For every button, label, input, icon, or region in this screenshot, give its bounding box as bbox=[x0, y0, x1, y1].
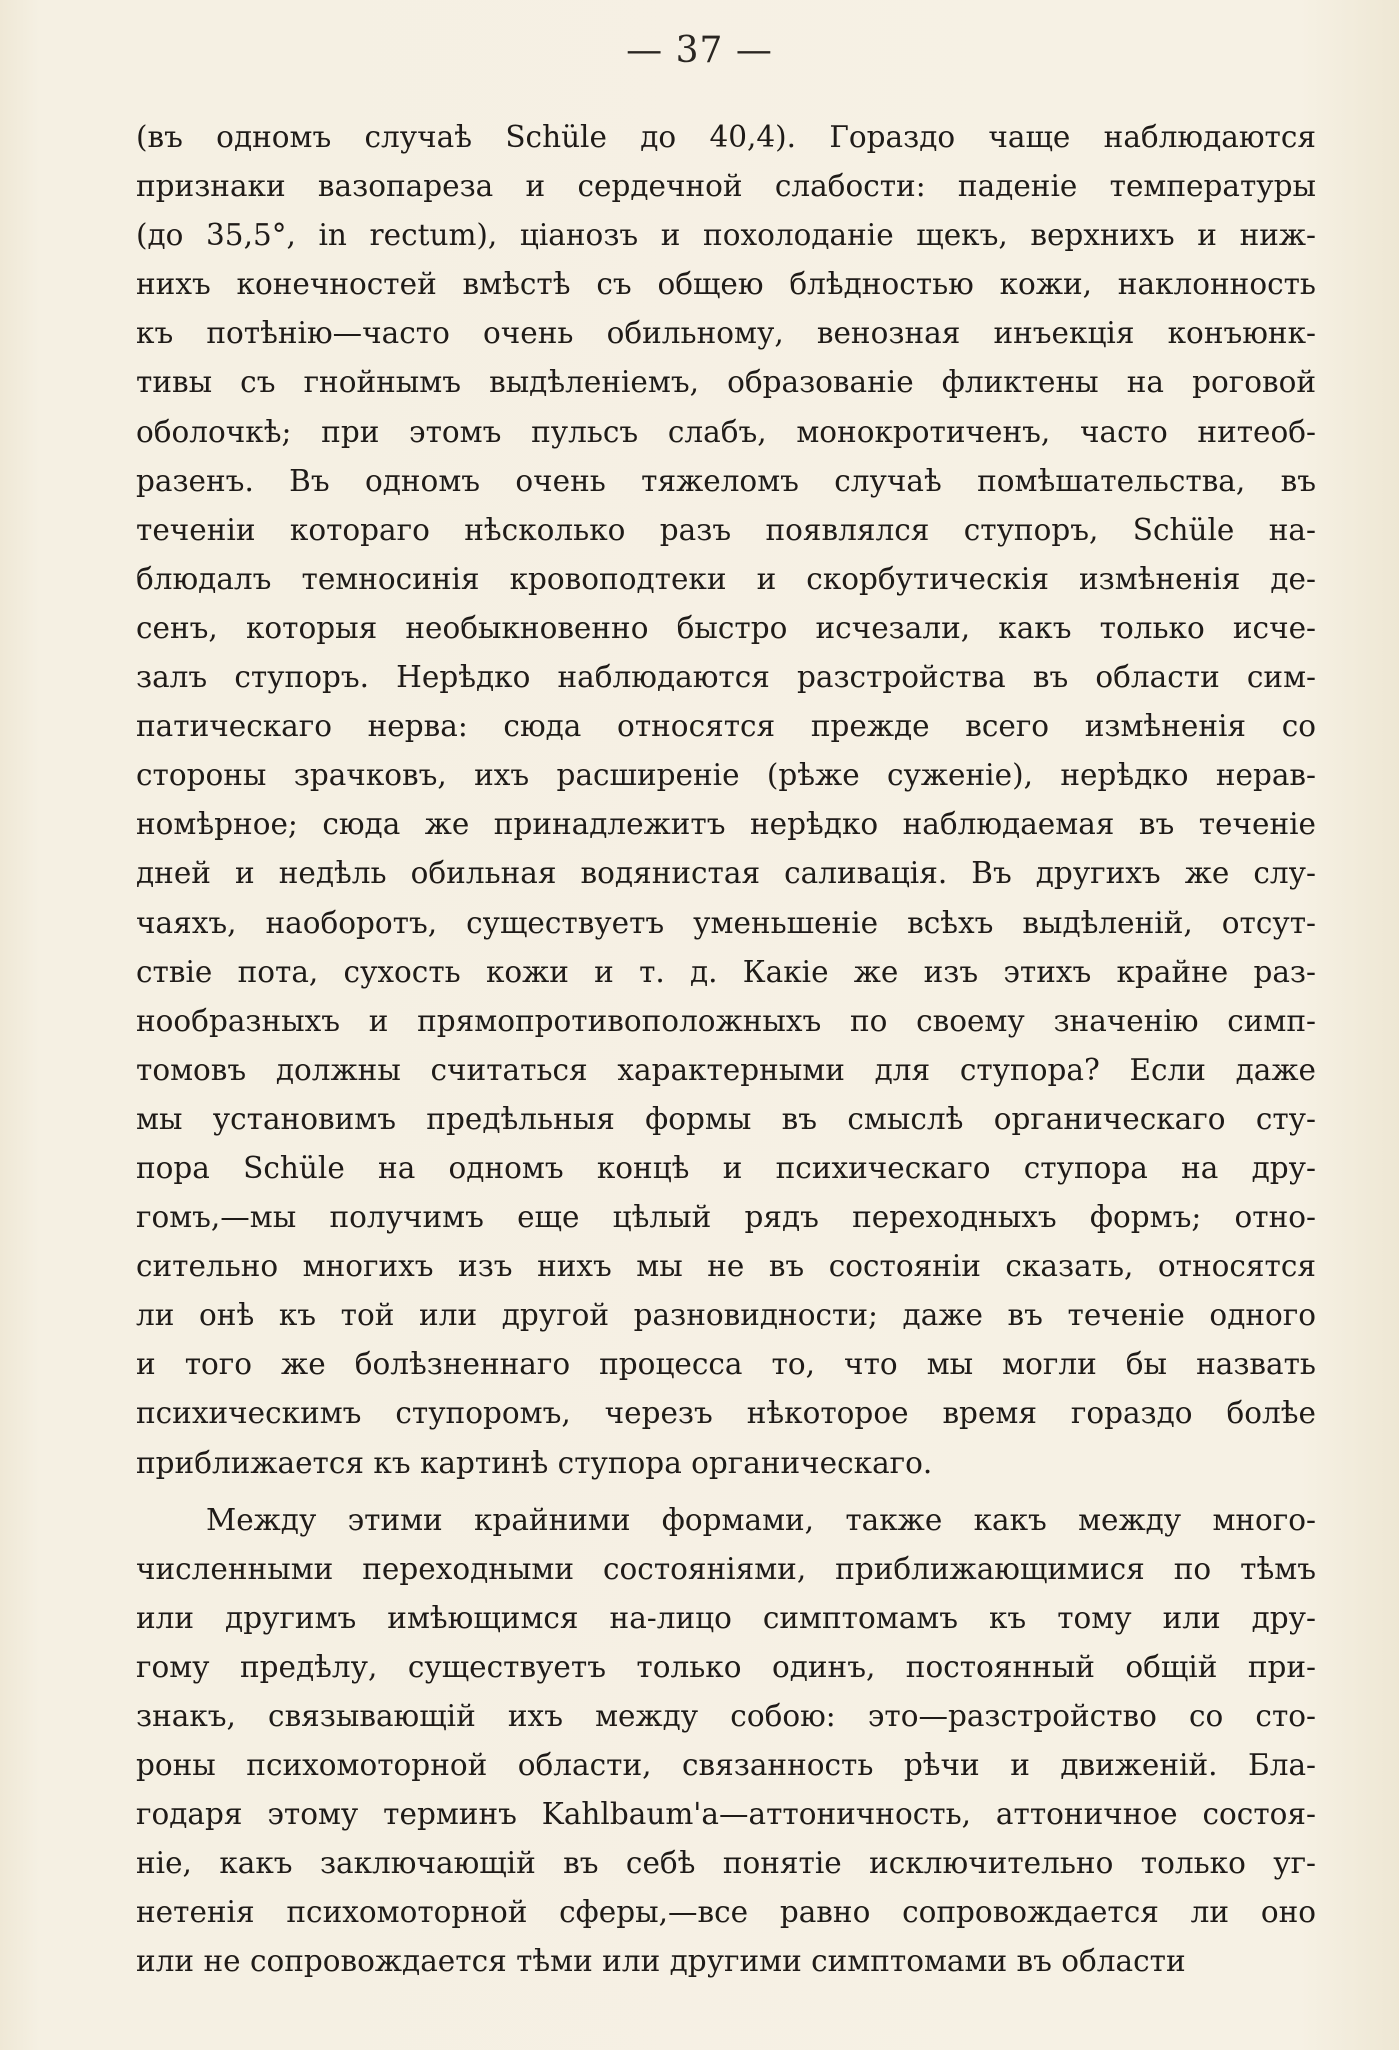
text-line: тивы съ гнойнымъ выдѣленіемъ, образованіе фликтены на роговой bbox=[136, 365, 1316, 400]
text-line: мы установимъ предѣльныя формы въ смыслѣ органическаго сту- bbox=[136, 1101, 1316, 1136]
text-line: нетенія психомоторной сферы,—все равно сопровождается ли оно bbox=[136, 1895, 1316, 1930]
text-line: дней и недѣль обильная водянистая саливація. Въ другихъ же слу- bbox=[136, 856, 1316, 891]
text-line: томовъ должны считаться характерными для ступора? Если даже bbox=[136, 1052, 1316, 1087]
text-line: психическимъ ступоромъ, черезъ нѣкоторое время гораздо болѣе bbox=[136, 1396, 1316, 1431]
text-line: ствіе пота, сухость кожи и т. д. Какіе же изъ этихъ крайне раз- bbox=[136, 954, 1316, 989]
text-line: патическаго нерва: сюда относятся прежде всего измѣненія со bbox=[136, 709, 1316, 744]
text-line: годаря этому терминъ Kahlbaum'а—аттоничность, аттоничное состоя- bbox=[136, 1797, 1316, 1832]
text-line: теченіи котораго нѣсколько разъ появлялся ступоръ, Schüle на- bbox=[136, 512, 1316, 547]
text-line: или другимъ имѣющимся на-лицо симптомамъ къ тому или дру- bbox=[136, 1600, 1316, 1635]
text-line: блюдалъ темносинія кровоподтеки и скорбутическія измѣненія де- bbox=[136, 561, 1316, 596]
text-line: (въ одномъ случаѣ Schüle до 40,4). Гораздо чаще наблюдаются bbox=[136, 120, 1316, 154]
text-line: ніе, какъ заключающій въ себѣ понятіе исключительно только уг- bbox=[136, 1846, 1316, 1881]
text-line: приближается къ картинѣ ступора органическаго. bbox=[136, 1445, 933, 1480]
text-line: разенъ. Въ одномъ очень тяжеломъ случаѣ помѣшательства, въ bbox=[136, 463, 1316, 498]
page-number: — 37 — bbox=[626, 30, 773, 71]
text-line: стороны зрачковъ, ихъ расширеніе (рѣже суженіе), нерѣдко нерав- bbox=[136, 758, 1316, 793]
text-line: Между этими крайними формами, также какъ между много- bbox=[206, 1502, 1316, 1537]
paragraph-gap bbox=[136, 1488, 1316, 1496]
text-line: гомъ,—мы получимъ еще цѣлый рядъ переходныхъ формъ; отно- bbox=[136, 1200, 1316, 1235]
text-line: пора Schüle на одномъ концѣ и психическаго ступора на дру- bbox=[136, 1150, 1316, 1185]
text-line: къ потѣнію—часто очень обильному, венозная инъекція конъюнк- bbox=[136, 316, 1316, 351]
text-line: (до 35,5°, in rectum), ціанозъ и похолоданіе щекъ, верхнихъ и ниж- bbox=[136, 218, 1316, 253]
body-text bbox=[136, 113, 1316, 1987]
text-line: залъ ступоръ. Нерѣдко наблюдаются разстройства въ области сим- bbox=[136, 660, 1316, 695]
text-line: оболочкѣ; при этомъ пульсъ слабъ, монокротиченъ, часто нитеоб- bbox=[136, 414, 1316, 449]
text-line: или не сопровождается тѣми или другими симптомами въ области bbox=[136, 1944, 1186, 1979]
text-line: нообразныхъ и прямопротивоположныхъ по своему значенію симп- bbox=[136, 1003, 1316, 1038]
text-line: сенъ, которыя необыкновенно быстро исчезали, какъ только исче- bbox=[136, 610, 1316, 645]
text-line: и того же болѣзненнаго процесса то, что мы могли бы назвать bbox=[136, 1347, 1316, 1382]
text-line: номѣрное; сюда же принадлежитъ нерѣдко наблюдаемая въ теченіе bbox=[136, 807, 1316, 842]
text-line: гому предѣлу, существуетъ только одинъ, постоянный общій при- bbox=[136, 1649, 1316, 1684]
text-line: признаки вазопареза и сердечной слабости: паденіе температуры bbox=[136, 169, 1316, 204]
paragraph-2 bbox=[136, 1496, 1316, 1987]
text-line: ли онѣ къ той или другой разновидности; даже въ теченіе одного bbox=[136, 1298, 1316, 1333]
text-line: чаяхъ, наоборотъ, существуетъ уменьшеніе всѣхъ выдѣленій, отсут- bbox=[136, 905, 1316, 940]
text-line: роны психомоторной области, связанность рѣчи и движеній. Бла- bbox=[136, 1748, 1316, 1783]
text-line: нихъ конечностей вмѣстѣ съ общею блѣдностью кожи, наклонность bbox=[136, 267, 1316, 302]
text-line: численными переходными состояніями, приближающимися по тѣмъ bbox=[136, 1551, 1316, 1586]
text-line: сительно многихъ изъ нихъ мы не въ состояніи сказать, относятся bbox=[136, 1249, 1316, 1284]
text-line: знакъ, связывающій ихъ между собою: это—разстройство со сто- bbox=[136, 1699, 1316, 1733]
paragraph-1 bbox=[136, 113, 1316, 1488]
